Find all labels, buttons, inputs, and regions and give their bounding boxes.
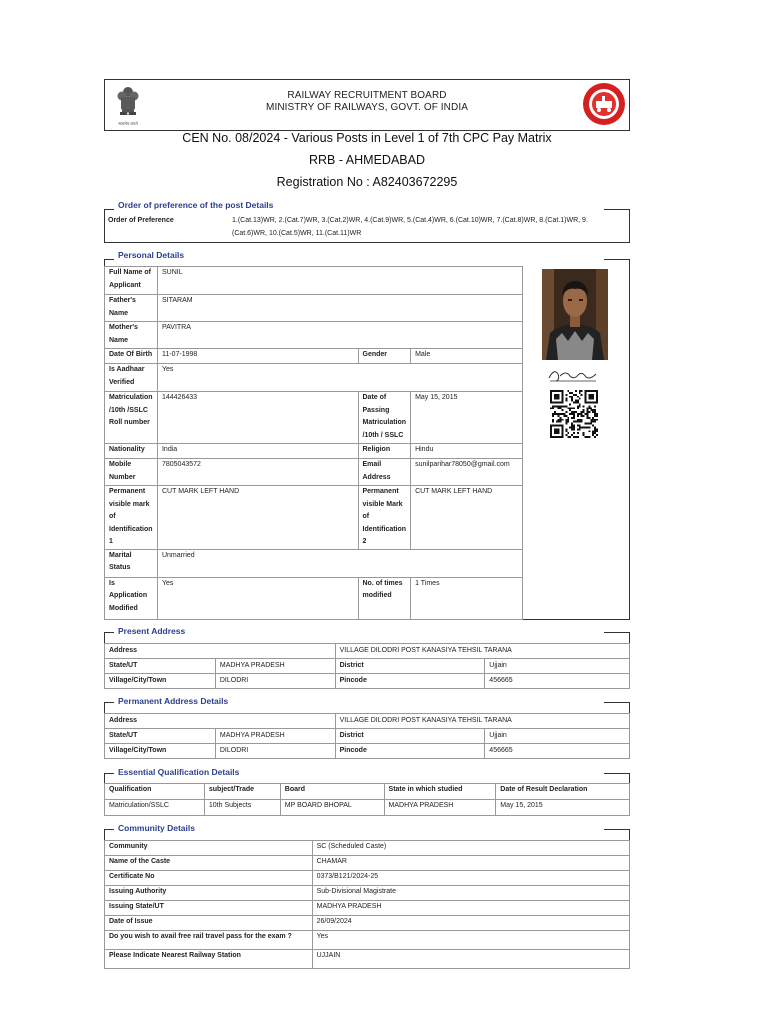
certificate-label: Certificate No — [105, 871, 313, 886]
matric-roll-label: Matriculation /10th /SSLC Roll number — [105, 392, 158, 444]
table-row — [105, 784, 630, 800]
mark1-value: CUT MARK LEFT HAND — [157, 486, 358, 550]
rail-pass-label: Do you wish to avail free rail travel pass for the exam ? — [105, 931, 313, 950]
emblem-caption: सत्यमेव जयते — [118, 121, 138, 126]
table-row — [105, 549, 523, 577]
permanent-address-value: VILLAGE DILODRI POST KANASIYA TEHSIL TARANA — [335, 714, 629, 729]
permanent-address-table — [104, 713, 630, 759]
table-row — [105, 392, 523, 444]
marital-value: Unmarried — [157, 549, 522, 577]
personal-legend: Personal Details — [118, 250, 185, 260]
board-header: Board — [280, 784, 384, 800]
preference-value: 1.(Cat.13)WR, 2.(Cat.7)WR, 3.(Cat.2)WR, 4.(Cat.9)WR, 5.(Cat.4)WR, 6.(Cat.10)WR, 7.(Cat.8)WR, 8.(Cat.1)WR, 9.(Cat.6)WR, 10.(Cat.5)WR, 11.(Cat.11)WR — [232, 217, 588, 237]
present-address-legend: Present Address — [118, 626, 186, 636]
permanent-state-label: State/UT — [105, 729, 216, 744]
table-row — [105, 459, 523, 486]
present-district-value: Ujjain — [485, 659, 630, 674]
dob-value: 11-07-1998 — [157, 349, 358, 364]
table-row — [105, 931, 630, 950]
matric-date-label: Date of Passing Matriculation /10th / SSLC — [358, 392, 411, 444]
section-rule — [604, 632, 630, 633]
board-name: RAILWAY RECRUITMENT BOARD — [287, 90, 447, 101]
table-row — [105, 856, 630, 871]
section-rule — [104, 259, 114, 260]
present-pincode-value: 456665 — [485, 674, 630, 689]
subject-header: subject/Trade — [204, 784, 280, 800]
aadhaar-label: Is Aadhaar Verified — [105, 364, 158, 392]
matric-roll-value: 144426433 — [157, 392, 358, 444]
religion-label: Religion — [358, 444, 411, 459]
issue-date-label: Date of Issue — [105, 916, 313, 931]
table-row — [105, 950, 630, 969]
community-value: SC (Scheduled Caste) — [312, 841, 629, 856]
table-row — [105, 714, 630, 729]
qualification-header: Qualification — [105, 784, 205, 800]
modified-label: Is Application Modified — [105, 577, 158, 619]
qualification-table — [104, 783, 630, 816]
matric-date-value: May 15, 2015 — [411, 392, 523, 444]
preference-label: Order of Preference — [108, 217, 174, 224]
mother-label: Mother's Name — [105, 322, 158, 349]
preference-legend: Order of preference of the post Details — [118, 200, 274, 210]
community-label: Community — [105, 841, 313, 856]
railway-station-label: Please Indicate Nearest Railway Station — [105, 950, 313, 969]
nationality-label: Nationality — [105, 444, 158, 459]
issuing-state-value: MADHYA PRADESH — [312, 901, 629, 916]
qualification-legend: Essential Qualification Details — [118, 767, 240, 777]
permanent-address-label: Address — [105, 714, 336, 729]
present-district-label: District — [335, 659, 485, 674]
table-row — [105, 644, 630, 659]
section-rule — [604, 209, 630, 210]
dob-label: Date Of Birth — [105, 349, 158, 364]
mobile-value: 7805043572 — [157, 459, 358, 486]
full-name-label: Full Name of Applicant — [105, 267, 158, 295]
qr-code — [550, 390, 598, 438]
table-row — [105, 871, 630, 886]
railway-station-value: UJJAIN — [312, 950, 629, 969]
result-date-header: Date of Result Declaration — [496, 784, 630, 800]
registration-title: Registration No : A82403672295 — [276, 175, 458, 189]
permanent-district-value: Ujjain — [485, 729, 630, 744]
table-row — [105, 267, 523, 295]
table-row — [105, 577, 523, 619]
state-value: MADHYA PRADESH — [384, 800, 496, 816]
present-village-value: DILODRI — [215, 674, 335, 689]
signature — [546, 366, 602, 384]
present-state-value: MADHYA PRADESH — [215, 659, 335, 674]
result-date-value: May 15, 2015 — [496, 800, 630, 816]
religion-value: Hindu — [411, 444, 523, 459]
present-state-label: State/UT — [105, 659, 216, 674]
state-header: State in which studied — [384, 784, 496, 800]
indian-railways-logo-icon — [582, 82, 626, 126]
mobile-label: Mobile Number — [105, 459, 158, 486]
permanent-district-label: District — [335, 729, 485, 744]
permanent-pincode-value: 456665 — [485, 744, 630, 759]
permanent-state-value: MADHYA PRADESH — [215, 729, 335, 744]
times-label: No. of times modified — [358, 577, 411, 619]
permanent-address-legend: Permanent Address Details — [118, 696, 229, 706]
section-rule — [104, 209, 114, 210]
cen-title: CEN No. 08/2024 - Various Posts in Level 1 of 7th CPC Pay Matrix — [182, 131, 552, 145]
email-label: Email Address — [358, 459, 411, 486]
community-table — [104, 840, 630, 969]
table-row — [105, 916, 630, 931]
marital-label: Marital Status — [105, 549, 158, 577]
section-rule — [104, 773, 114, 774]
times-value: 1 Times — [411, 577, 523, 619]
table-row — [105, 744, 630, 759]
nationality-value: India — [157, 444, 358, 459]
present-village-label: Village/City/Town — [105, 674, 216, 689]
table-row — [105, 729, 630, 744]
father-value: SITARAM — [157, 295, 522, 322]
subject-value: 10th Subjects — [204, 800, 280, 816]
gender-label: Gender — [358, 349, 411, 364]
qualification-value: Matriculation/SSLC — [105, 800, 205, 816]
section-rule — [104, 702, 114, 703]
caste-label: Name of the Caste — [105, 856, 313, 871]
mark2-label: Permanent visible Mark of Identification 2 — [358, 486, 411, 550]
section-rule — [604, 702, 630, 703]
email-value: sunilparihar78050@gmail.com — [411, 459, 523, 486]
table-row — [105, 841, 630, 856]
rail-pass-value: Yes — [312, 931, 629, 950]
authority-label: Issuing Authority — [105, 886, 313, 901]
table-row — [105, 674, 630, 689]
applicant-photo — [542, 269, 608, 360]
authority-value: Sub-Divisional Magistrate — [312, 886, 629, 901]
present-address-value: VILLAGE DILODRI POST KANASIYA TEHSIL TARANA — [335, 644, 629, 659]
mark2-value: CUT MARK LEFT HAND — [411, 486, 523, 550]
caste-value: CHAMAR — [312, 856, 629, 871]
section-rule — [104, 829, 114, 830]
table-row — [105, 800, 630, 816]
board-value: MP BOARD BHOPAL — [280, 800, 384, 816]
present-address-table — [104, 643, 630, 689]
issue-date-value: 26/09/2024 — [312, 916, 629, 931]
present-pincode-label: Pincode — [335, 674, 485, 689]
gender-value: Male — [411, 349, 523, 364]
permanent-village-label: Village/City/Town — [105, 744, 216, 759]
table-row — [105, 295, 523, 322]
mark1-label: Permanent visible mark of Identification 1 — [105, 486, 158, 550]
section-rule — [604, 259, 630, 260]
modified-value: Yes — [157, 577, 358, 619]
table-row — [105, 886, 630, 901]
table-row — [105, 349, 523, 364]
table-row — [105, 364, 523, 392]
section-rule — [604, 773, 630, 774]
mother-value: PAVITRA — [157, 322, 522, 349]
table-row — [105, 901, 630, 916]
ministry-name: MINISTRY OF RAILWAYS, GOVT. OF INDIA — [266, 102, 468, 113]
table-row — [105, 486, 523, 550]
table-row — [105, 322, 523, 349]
table-row — [105, 659, 630, 674]
personal-table — [104, 266, 523, 620]
present-address-label: Address — [105, 644, 336, 659]
section-rule — [604, 829, 630, 830]
table-row — [105, 444, 523, 459]
signature-stroke-icon — [546, 366, 602, 384]
section-rule — [104, 632, 114, 633]
permanent-pincode-label: Pincode — [335, 744, 485, 759]
permanent-village-value: DILODRI — [215, 744, 335, 759]
father-label: Father's Name — [105, 295, 158, 322]
rrb-title: RRB - AHMEDABAD — [309, 153, 425, 167]
full-name-value: SUNIL — [157, 267, 522, 295]
certificate-value: 0373/B121/2024-25 — [312, 871, 629, 886]
community-legend: Community Details — [118, 823, 195, 833]
aadhaar-value: Yes — [157, 364, 522, 392]
issuing-state-label: Issuing State/UT — [105, 901, 313, 916]
